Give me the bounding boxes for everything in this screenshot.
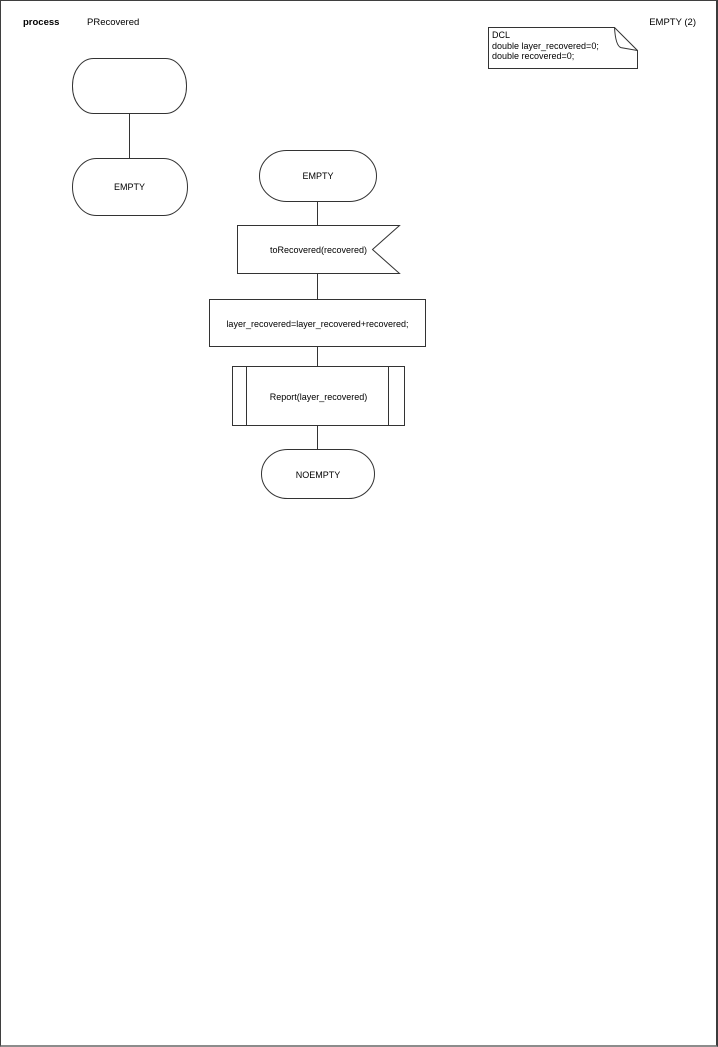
input-signal-symbol[interactable] <box>238 226 400 274</box>
state-label-noempty: NOEMPTY <box>295 469 341 480</box>
task-label: layer_recovered=layer_recovered+recovered; <box>226 318 409 329</box>
process-name-label: PRecovered <box>87 17 140 28</box>
task-symbol[interactable] <box>210 300 426 347</box>
input-signal-label: toRecovered(recovered) <box>269 245 368 255</box>
diagram-kind-label: process <box>23 17 60 28</box>
declarations-line: DCL <box>492 30 511 40</box>
state-label-empty-left: EMPTY <box>113 181 145 192</box>
page-number-label: EMPTY (2) <box>649 17 696 28</box>
declarations-text <box>492 30 599 62</box>
procedure-call-label: Report(layer_recovered) <box>269 391 368 402</box>
procedure-call-symbol[interactable] <box>233 367 405 426</box>
state-symbol-noempty[interactable] <box>262 450 375 499</box>
diagram-canvas <box>1 1 717 1045</box>
declarations-line: double layer_recovered=0; <box>492 40 599 51</box>
start-symbol[interactable] <box>73 59 187 114</box>
declarations-line: double recovered=0; <box>492 51 575 61</box>
state-symbol-empty-left[interactable] <box>73 159 188 216</box>
state-label-empty-mid: EMPTY <box>302 171 334 181</box>
state-symbol-empty-mid[interactable] <box>260 151 377 202</box>
